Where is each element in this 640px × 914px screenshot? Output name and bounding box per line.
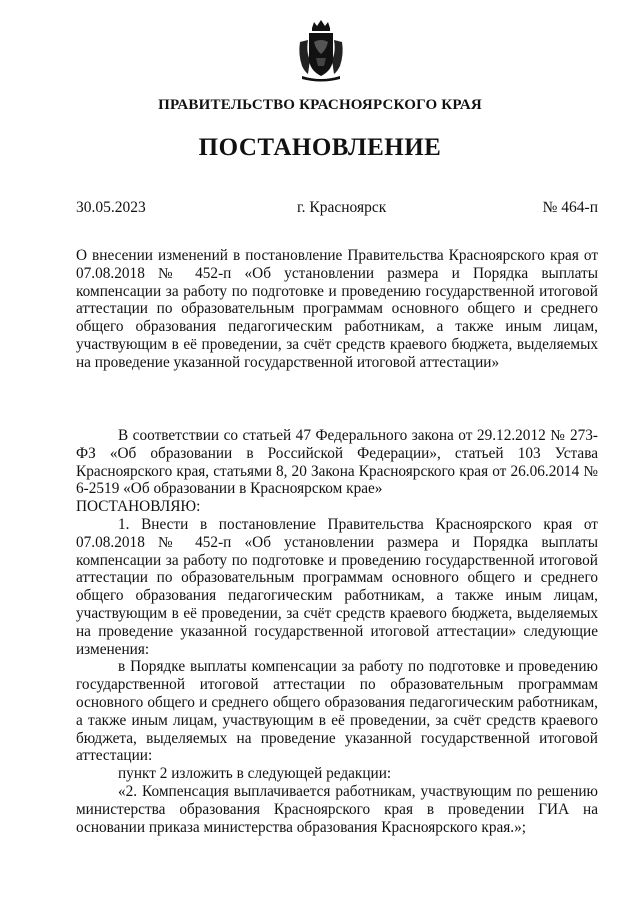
document-subject: О внесении изменений в постановление Правительства Красноярского края от 07.08.2018 № 452-п «Об установлении размера и Порядка выплаты компенсации за работу по подготовке и проведению государственной итоговой аттестации по образовательным программам основного общего и среднего общего образования педагогическим работникам, а также иным лицам, участвующим в её проведении, за счёт средств краевого бюджета, выделяемых на проведение указанной государственной итоговой аттестации» (76, 247, 598, 371)
order-paragraph: в Порядке выплаты компенсации за работу по подготовке и проведению государственной итоговой аттестации по образовательным программам основного общего и среднего общего образования педагогическим работникам, а также иным лицам, участвующим в её проведении, за счёт средств краевого бюджета, выделяемых на проведение указанной государственной итоговой аттестации: (76, 658, 598, 765)
government-title: ПРАВИТЕЛЬСТВО КРАСНОЯРСКОГО КРАЯ (158, 97, 482, 113)
coat-of-arms-icon (296, 20, 346, 82)
point-2-intro: пункт 2 изложить в следующей редакции: (118, 765, 392, 783)
document-number: № 464-п (542, 199, 598, 216)
preamble-paragraph: В соответствии со статьей 47 Федерального закона от 29.12.2012 № 273-ФЗ «Об образовании в Российской Федерации», статьей 103 Устава Красноярского края, статьями 8, 20 Закона Красноярского края от 26.06.2014 № 6-2519 «Об образовании в Красноярском крае» (76, 427, 598, 498)
item-1-paragraph: 1. Внести в постановление Правительства Красноярского края от 07.08.2018 № 452-п «Об установлении размера и Порядка выплаты компенсации за работу по подготовке и проведению государственной итоговой аттестации по образовательным программам основного общего и среднего общего образования педагогическим работникам, а также иным лицам, участвующим в её проведении, за счёт средств краевого бюджета, выделяемых на проведение указанной государственной итоговой аттестации» следующие изменения: (76, 515, 598, 658)
document-meta-row (76, 199, 598, 219)
document-city: г. Красноярск (297, 199, 387, 216)
document-body (76, 427, 598, 836)
point-2-text: «2. Компенсация выплачивается работникам, участвующим по решению министерства образования Красноярского края в проведении ГИА на основании приказа министерства образования Красноярского края.»; (76, 782, 598, 836)
resolve-heading: ПОСТАНОВЛЯЮ: (76, 498, 201, 516)
document-type-title: ПОСТАНОВЛЕНИЕ (198, 134, 442, 161)
document-date: 30.05.2023 (76, 199, 146, 216)
